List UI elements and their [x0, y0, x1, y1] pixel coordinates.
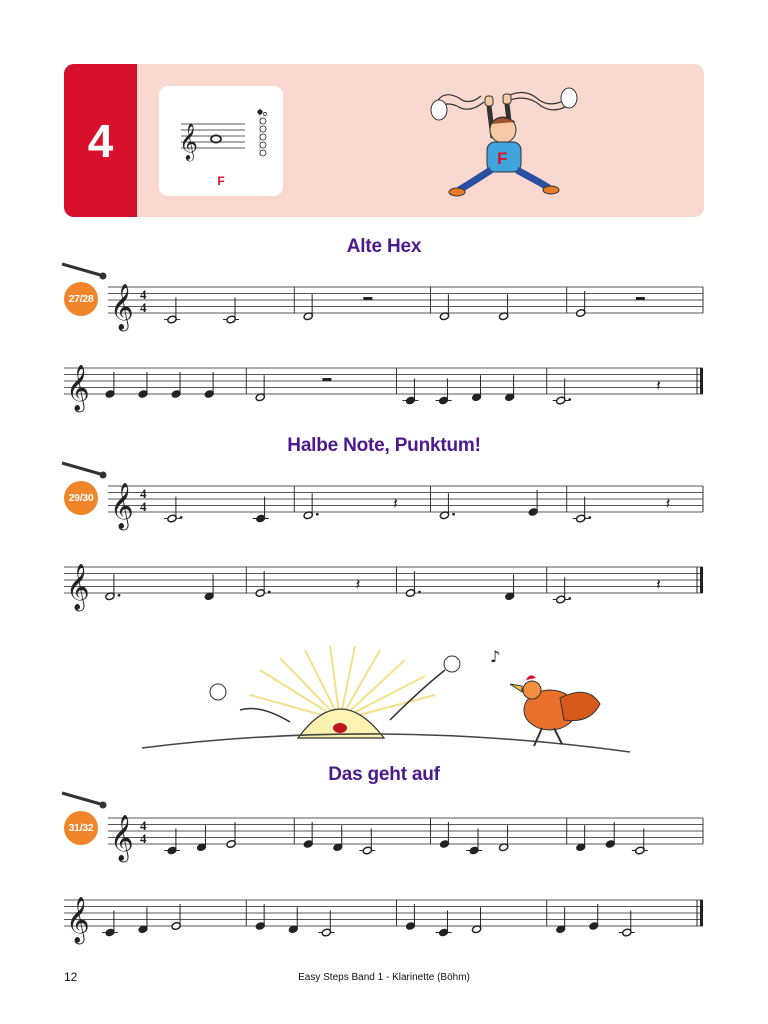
- final-bar-thick: [700, 368, 703, 394]
- augmentation-dot: [268, 591, 271, 594]
- quarter-rest: 𝄽: [355, 574, 361, 594]
- staff-line-1-1: [108, 284, 703, 332]
- augmentation-dot: [316, 513, 319, 516]
- final-bar-thick: [700, 567, 703, 593]
- svg-text:♪: ♪: [490, 647, 501, 666]
- audio-track-badge: 27/28: [64, 282, 98, 316]
- time-signature: 4: [140, 300, 147, 315]
- quarter-rest: 𝄽: [655, 574, 661, 594]
- song-title: Alte Hex: [346, 236, 422, 257]
- time-signature: 4: [140, 486, 147, 501]
- treble-clef-icon: 𝄞: [66, 897, 90, 943]
- quarter-rest: 𝄽: [655, 375, 661, 395]
- treble-clef-icon: 𝄞: [66, 365, 90, 411]
- augmentation-dot: [568, 597, 571, 600]
- augmentation-dot: [568, 398, 571, 401]
- note-name: F: [217, 174, 225, 188]
- augmentation-dot: [118, 594, 121, 597]
- lesson-number: 4: [64, 64, 137, 217]
- treble-clef-icon: 𝄞: [66, 564, 90, 610]
- time-signature: 4: [140, 499, 147, 514]
- page-number: 12: [64, 970, 78, 984]
- treble-clef-icon: 𝄞: [110, 483, 134, 529]
- svg-text:F: F: [497, 149, 508, 168]
- quarter-rest: 𝄽: [665, 493, 671, 513]
- staff-line-1-2: [64, 365, 703, 413]
- staff-line-2-1: [108, 483, 703, 531]
- augmentation-dot: [452, 513, 455, 516]
- song-title: Das geht auf: [328, 764, 440, 785]
- quarter-rest: 𝄽: [392, 493, 398, 513]
- time-signature: 4: [140, 831, 147, 846]
- half-rest: [636, 297, 645, 300]
- treble-clef-icon: 𝄞: [110, 284, 134, 330]
- augmentation-dot: [588, 516, 591, 519]
- final-bar-thick: [700, 900, 703, 926]
- time-signature: 4: [140, 287, 147, 302]
- audio-track-badge: 31/32: [64, 811, 98, 845]
- song-title: Halbe Note, Punktum!: [287, 435, 481, 456]
- time-signature: 4: [140, 818, 147, 833]
- augmentation-dot: [180, 516, 183, 519]
- half-rest: [322, 378, 331, 381]
- audio-track-badge: 29/30: [64, 481, 98, 515]
- staff-line-3-2: [64, 897, 703, 945]
- treble-clef-icon: 𝄞: [110, 815, 134, 861]
- half-rest: [363, 297, 372, 300]
- staff-line-3-1: [108, 815, 703, 863]
- book-title: Easy Steps Band 1 - Klarinette (Böhm): [298, 972, 470, 983]
- staff-line-2-2: [64, 564, 703, 612]
- svg-text:𝄞: 𝄞: [179, 122, 198, 160]
- augmentation-dot: [418, 591, 421, 594]
